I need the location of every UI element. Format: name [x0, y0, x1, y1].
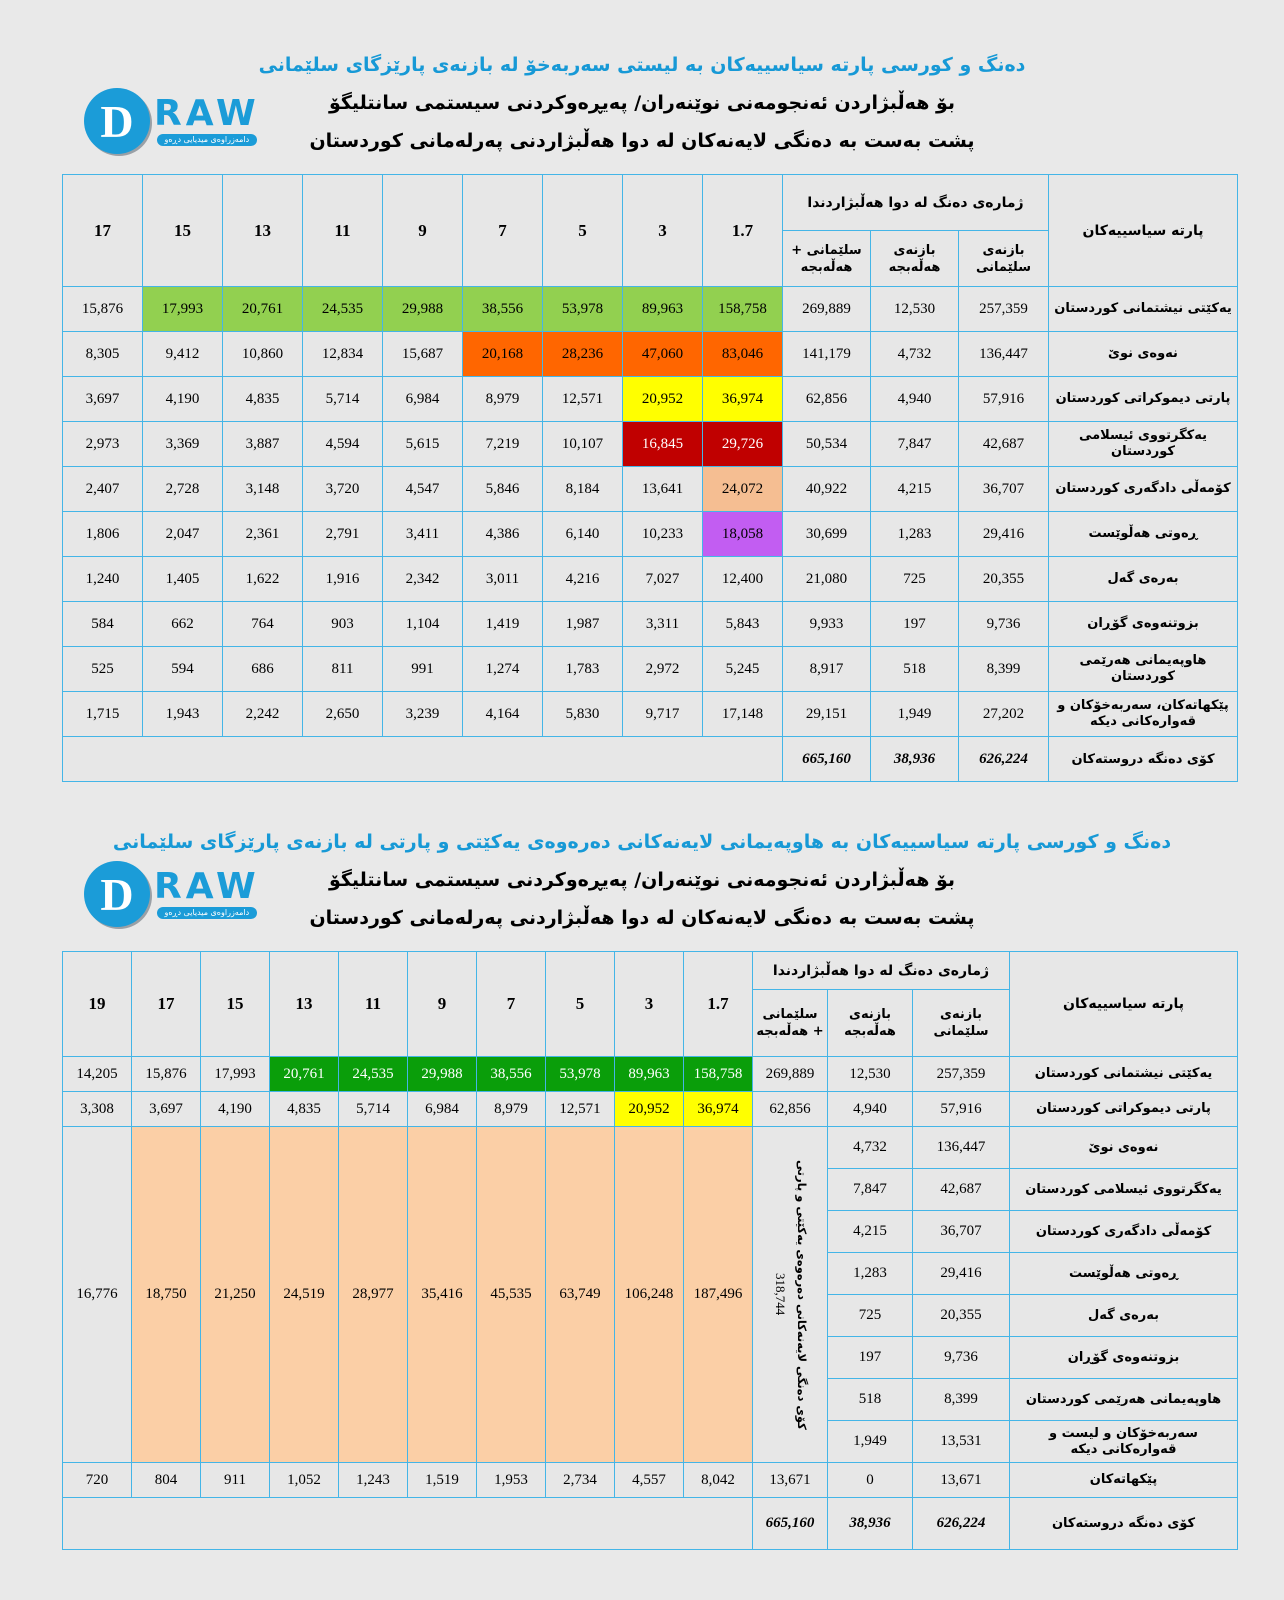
- seat-quotient-cell: 158,758: [703, 287, 783, 332]
- report-subtitle-2: پشت بەست بە دەنگی لایەنەکان لە دوا هەڵبژاردنی پەرلەمانی کوردستان: [309, 130, 975, 152]
- party-row: [63, 332, 1238, 377]
- party-name-cell: ڕەوتی هەڵوێست: [1049, 512, 1238, 557]
- suli-votes-cell: 136,447: [959, 332, 1049, 377]
- seat-quotient-cell: 584: [63, 602, 143, 647]
- seat-quotient-cell: 5,245: [703, 647, 783, 692]
- total-votes-cell: 8,917: [783, 647, 871, 692]
- merged-seat-quotient-cell: 18,750: [132, 1127, 201, 1463]
- suli-votes-cell: 29,416: [959, 512, 1049, 557]
- seat-quotient-cell: 1,519: [408, 1463, 477, 1498]
- section-independent-list: [0, 0, 1284, 791]
- seat-quotient-cell: 2,650: [303, 692, 383, 737]
- totals-halabja-cell: 38,936: [828, 1498, 913, 1550]
- seat-quotient-cell: 15,876: [63, 287, 143, 332]
- seat-quotient-cell: 8,979: [477, 1092, 546, 1127]
- party-name-cell: هاوپەیمانی هەرێمی کوردستان: [1049, 647, 1238, 692]
- seat-quotient-cell: 4,190: [143, 377, 223, 422]
- totals-suli-cell: 626,224: [913, 1498, 1010, 1550]
- seat-quotient-cell: 2,734: [546, 1463, 615, 1498]
- halabja-votes-cell: 7,847: [828, 1169, 913, 1211]
- suli-votes-cell: 257,359: [959, 287, 1049, 332]
- seat-quotient-cell: 6,984: [383, 377, 463, 422]
- seat-quotient-cell: 804: [132, 1463, 201, 1498]
- seat-quotient-cell: 12,571: [546, 1092, 615, 1127]
- merged-seat-quotient-cell: 28,977: [339, 1127, 408, 1463]
- seat-quotient-cell: 158,758: [684, 1057, 753, 1092]
- seat-quotient-cell: 36,974: [684, 1092, 753, 1127]
- seat-quotient-cell: 1,715: [63, 692, 143, 737]
- seat-count-header: 13: [223, 175, 303, 287]
- total-votes-cell: 40,922: [783, 467, 871, 512]
- total-votes-cell: 13,671: [753, 1463, 828, 1498]
- party-name-cell: سەربەخۆکان و لیست و قەوارەکانی دیکە: [1010, 1421, 1238, 1463]
- seat-quotient-cell: 7,219: [463, 422, 543, 467]
- seat-quotient-cell: 6,140: [543, 512, 623, 557]
- party-name-cell: پێکهاتەکان: [1010, 1463, 1238, 1498]
- seat-quotient-cell: 1,419: [463, 602, 543, 647]
- seat-quotient-cell: 1,987: [543, 602, 623, 647]
- seat-quotient-cell: 12,571: [543, 377, 623, 422]
- seat-quotient-cell: 6,984: [408, 1092, 477, 1127]
- seat-quotient-cell: 17,148: [703, 692, 783, 737]
- seat-quotient-cell: 9,717: [623, 692, 703, 737]
- suli-votes-cell: 42,687: [913, 1169, 1010, 1211]
- seat-quotient-cell: 720: [63, 1463, 132, 1498]
- seat-quotient-cell: 3,697: [132, 1092, 201, 1127]
- seat-quotient-cell: 5,843: [703, 602, 783, 647]
- outside-parties-total-value: 318,744: [773, 1273, 788, 1316]
- seat-quotient-cell: 4,557: [615, 1463, 684, 1498]
- total-votes-cell: 50,534: [783, 422, 871, 467]
- seat-quotient-cell: 29,726: [703, 422, 783, 467]
- party-name-cell: هاوپەیمانی هەرێمی کوردستان: [1010, 1379, 1238, 1421]
- seat-quotient-cell: 18,058: [703, 512, 783, 557]
- seat-quotient-cell: 4,190: [201, 1092, 270, 1127]
- seat-quotient-cell: 3,308: [63, 1092, 132, 1127]
- seat-quotient-cell: 5,714: [339, 1092, 408, 1127]
- seat-quotient-cell: 20,952: [623, 377, 703, 422]
- seat-count-header: 15: [201, 952, 270, 1057]
- halabja-votes-cell: 12,530: [871, 287, 959, 332]
- totals-label-cell: کۆی دەنگە دروستەکان: [1010, 1498, 1238, 1550]
- party-name-cell: پارتی دیموکراتی کوردستان: [1010, 1092, 1238, 1127]
- suli-votes-cell: 36,707: [913, 1211, 1010, 1253]
- party-row: [63, 1057, 1238, 1092]
- seat-quotient-cell: 53,978: [543, 287, 623, 332]
- seat-count-header: 7: [477, 952, 546, 1057]
- draw-logo-tagline: دامەزراوەی میدیایی دڕەو: [157, 907, 258, 919]
- seat-quotient-cell: 991: [383, 647, 463, 692]
- party-row: [63, 467, 1238, 512]
- halabja-votes-cell: 1,949: [871, 692, 959, 737]
- halabja-votes-cell: 1,283: [871, 512, 959, 557]
- seat-quotient-cell: 24,535: [339, 1057, 408, 1092]
- total-votes-cell: 21,080: [783, 557, 871, 602]
- totals-sum-cell: 665,160: [753, 1498, 828, 1550]
- seat-count-header: 19: [63, 952, 132, 1057]
- total-votes-cell: 29,151: [783, 692, 871, 737]
- party-name-cell: پارتی دیموکراتی کوردستان: [1049, 377, 1238, 422]
- seat-quotient-cell: 7,027: [623, 557, 703, 602]
- seat-quotient-cell: 24,072: [703, 467, 783, 512]
- seat-count-header: 9: [408, 952, 477, 1057]
- seat-quotient-cell: 8,184: [543, 467, 623, 512]
- seat-quotient-cell: 17,993: [143, 287, 223, 332]
- seat-quotient-cell: 17,993: [201, 1057, 270, 1092]
- draw-logo-mark: D: [84, 88, 150, 154]
- seat-quotient-cell: 89,963: [623, 287, 703, 332]
- seat-quotient-cell: 1,104: [383, 602, 463, 647]
- seat-quotient-cell: 83,046: [703, 332, 783, 377]
- halabja-votes-cell: 197: [871, 602, 959, 647]
- party-row: [63, 647, 1238, 692]
- seat-count-header: 17: [63, 175, 143, 287]
- report-subtitle-2: پشت بەست بە دەنگی لایەنەکان لە دوا هەڵبژاردنی پەرلەمانی کوردستان: [309, 907, 975, 929]
- seat-quotient-cell: 594: [143, 647, 223, 692]
- seat-quotient-cell: 2,361: [223, 512, 303, 557]
- halabja-votes-cell: 197: [828, 1337, 913, 1379]
- seat-quotient-cell: 3,369: [143, 422, 223, 467]
- party-name-cell: کۆمەڵی دادگەری کوردستان: [1010, 1211, 1238, 1253]
- total-votes-cell: 269,889: [753, 1057, 828, 1092]
- seat-quotient-cell: 1,622: [223, 557, 303, 602]
- seat-quotient-cell: 1,953: [477, 1463, 546, 1498]
- total-votes-cell: 141,179: [783, 332, 871, 377]
- party-name-cell: بەرەی گەل: [1010, 1295, 1238, 1337]
- suli-votes-cell: 13,671: [913, 1463, 1010, 1498]
- totals-halabja-cell: 38,936: [871, 737, 959, 782]
- seat-quotient-cell: 53,978: [546, 1057, 615, 1092]
- votes-table-independent: [0, 174, 1284, 782]
- halabja-votes-cell: 725: [871, 557, 959, 602]
- merged-seat-quotient-cell: 16,776: [63, 1127, 132, 1463]
- seat-count-header: 15: [143, 175, 223, 287]
- merged-seat-quotient-cell: 45,535: [477, 1127, 546, 1463]
- seat-quotient-cell: 5,615: [383, 422, 463, 467]
- party-name-cell: نەوەی نوێ: [1049, 332, 1238, 377]
- seat-quotient-cell: 4,594: [303, 422, 383, 467]
- suli-votes-cell: 13,531: [913, 1421, 1010, 1463]
- vote-subcolumn-header: بازنەی هەڵەبجە: [828, 990, 913, 1057]
- vote-subcolumn-header: بازنەی هەڵەبجە: [871, 231, 959, 287]
- halabja-votes-cell: 4,940: [828, 1092, 913, 1127]
- halabja-votes-cell: 12,530: [828, 1057, 913, 1092]
- party-name-cell: کۆمەڵی دادگەری کوردستان: [1049, 467, 1238, 512]
- seat-count-header: 1.7: [684, 952, 753, 1057]
- seat-quotient-cell: 3,697: [63, 377, 143, 422]
- suli-votes-cell: 57,916: [913, 1092, 1010, 1127]
- report-subtitle-1: بۆ هەڵبژاردن ئەنجومەنی نوێنەران/ پەیڕەوکردنی سیستمی سانتلیگۆ: [328, 92, 956, 114]
- party-name-cell: یەکگرتووی ئیسلامی کوردستان: [1010, 1169, 1238, 1211]
- seat-quotient-cell: 2,973: [63, 422, 143, 467]
- seat-quotient-cell: 20,761: [270, 1057, 339, 1092]
- seat-quotient-cell: 4,216: [543, 557, 623, 602]
- party-name-cell: بزوتنەوەی گۆڕان: [1049, 602, 1238, 647]
- seat-quotient-cell: 4,835: [223, 377, 303, 422]
- seat-quotient-cell: 15,687: [383, 332, 463, 377]
- seat-quotient-cell: 4,835: [270, 1092, 339, 1127]
- seat-quotient-cell: 525: [63, 647, 143, 692]
- draw-logo: [84, 88, 260, 154]
- draw-logo-text: [154, 93, 260, 146]
- seat-quotient-cell: 1,405: [143, 557, 223, 602]
- totals-sum-cell: 665,160: [783, 737, 871, 782]
- suli-votes-cell: 57,916: [959, 377, 1049, 422]
- seat-quotient-cell: 5,830: [543, 692, 623, 737]
- merged-seat-quotient-cell: 187,496: [684, 1127, 753, 1463]
- seat-quotient-cell: 1,783: [543, 647, 623, 692]
- seat-quotient-cell: 2,728: [143, 467, 223, 512]
- seat-count-header: 7: [463, 175, 543, 287]
- halabja-votes-cell: 4,732: [828, 1127, 913, 1169]
- halabja-votes-cell: 1,283: [828, 1253, 913, 1295]
- party-name-cell: یەکێتی نیشتمانی کوردستان: [1049, 287, 1238, 332]
- vote-subcolumn-header: سلێمانی + هەڵەبجە: [783, 231, 871, 287]
- halabja-votes-cell: 0: [828, 1463, 913, 1498]
- draw-logo-text: [154, 866, 260, 919]
- draw-logo-mark: D: [84, 861, 150, 927]
- seat-count-header: 3: [615, 952, 684, 1057]
- seat-count-header: 13: [270, 952, 339, 1057]
- party-name-cell: یەکگرتووی ئیسلامی کوردستان: [1049, 422, 1238, 467]
- seat-count-header: 11: [303, 175, 383, 287]
- party-name-cell: ڕەوتی هەڵوێست: [1010, 1253, 1238, 1295]
- suli-votes-cell: 27,202: [959, 692, 1049, 737]
- seat-quotient-cell: 10,233: [623, 512, 703, 557]
- seat-quotient-cell: 686: [223, 647, 303, 692]
- seat-quotient-cell: 2,047: [143, 512, 223, 557]
- halabja-votes-cell: 1,949: [828, 1421, 913, 1463]
- seat-quotient-cell: 4,164: [463, 692, 543, 737]
- suli-votes-cell: 8,399: [959, 647, 1049, 692]
- suli-votes-cell: 8,399: [913, 1379, 1010, 1421]
- seat-quotient-cell: 14,205: [63, 1057, 132, 1092]
- merged-seat-quotient-cell: 21,250: [201, 1127, 270, 1463]
- merged-seat-quotient-cell: 35,416: [408, 1127, 477, 1463]
- seat-quotient-cell: 29,988: [408, 1057, 477, 1092]
- seat-count-header: 5: [546, 952, 615, 1057]
- seat-quotient-cell: 15,876: [132, 1057, 201, 1092]
- seat-quotient-cell: 1,943: [143, 692, 223, 737]
- seat-quotient-cell: 2,342: [383, 557, 463, 602]
- seat-quotient-cell: 3,720: [303, 467, 383, 512]
- seat-quotient-cell: 662: [143, 602, 223, 647]
- seat-quotient-cell: 10,107: [543, 422, 623, 467]
- seat-quotient-cell: 5,846: [463, 467, 543, 512]
- votes-table: [62, 174, 1238, 782]
- total-votes-cell: 62,856: [753, 1092, 828, 1127]
- party-row: [63, 692, 1238, 737]
- seat-quotient-cell: 24,535: [303, 287, 383, 332]
- total-votes-cell: 62,856: [783, 377, 871, 422]
- seat-quotient-cell: 4,386: [463, 512, 543, 557]
- merged-seat-quotient-cell: 24,519: [270, 1127, 339, 1463]
- seat-quotient-cell: 38,556: [463, 287, 543, 332]
- party-name-cell: نەوەی نوێ: [1010, 1127, 1238, 1169]
- draw-logo-tagline: دامەزراوەی میدیایی دڕەو: [157, 134, 258, 146]
- seat-quotient-cell: 16,845: [623, 422, 703, 467]
- seat-quotient-cell: 20,168: [463, 332, 543, 377]
- total-votes-cell: 269,889: [783, 287, 871, 332]
- totals-blank-area: [63, 737, 783, 782]
- party-row: [63, 287, 1238, 332]
- draw-logo: [84, 861, 260, 927]
- report-title: دەنگ و کورسی پارتە سیاسییەکان بە هاوپەیمانی لایەنەکانی دەرەوەی یەکێتی و پارتی لە بازنەی پارێزگای سلێمانی: [112, 831, 1172, 853]
- seat-quotient-cell: 764: [223, 602, 303, 647]
- seat-quotient-cell: 8,042: [684, 1463, 753, 1498]
- halabja-votes-cell: 518: [828, 1379, 913, 1421]
- seat-quotient-cell: 9,412: [143, 332, 223, 377]
- seat-quotient-cell: 38,556: [477, 1057, 546, 1092]
- seat-quotient-cell: 3,148: [223, 467, 303, 512]
- party-row: [63, 1463, 1238, 1498]
- vote-subcolumn-header: بازنەی سلێمانی: [913, 990, 1010, 1057]
- merged-seat-quotient-cell: 63,749: [546, 1127, 615, 1463]
- party-name-cell: پێکهاتەکان، سەربەخۆکان و قەوارەکانی دیکە: [1049, 692, 1238, 737]
- votes-group-header: ژمارەی دەنگ لە دوا هەڵبژاردندا: [753, 952, 1010, 990]
- party-row: [63, 377, 1238, 422]
- vote-subcolumn-header: سلێمانی + هەڵەبجە: [753, 990, 828, 1057]
- seat-quotient-cell: 1,916: [303, 557, 383, 602]
- seat-quotient-cell: 3,887: [223, 422, 303, 467]
- votes-table-alliance: [0, 951, 1284, 1550]
- seat-quotient-cell: 2,791: [303, 512, 383, 557]
- party-row: [63, 512, 1238, 557]
- totals-label-cell: کۆی دەنگە دروستەکان: [1049, 737, 1238, 782]
- totals-row: [63, 1498, 1238, 1550]
- seat-quotient-cell: 47,060: [623, 332, 703, 377]
- seat-quotient-cell: 10,860: [223, 332, 303, 377]
- seat-quotient-cell: 89,963: [615, 1057, 684, 1092]
- halabja-votes-cell: 4,215: [828, 1211, 913, 1253]
- votes-group-header: ژمارەی دەنگ لە دوا هەڵبژاردندا: [783, 175, 1049, 231]
- party-name-cell: یەکێتی نیشتمانی کوردستان: [1010, 1057, 1238, 1092]
- totals-blank-area: [63, 1498, 753, 1550]
- seat-quotient-cell: 8,305: [63, 332, 143, 377]
- suli-votes-cell: 136,447: [913, 1127, 1010, 1169]
- seat-quotient-cell: 1,806: [63, 512, 143, 557]
- seat-quotient-cell: 1,243: [339, 1463, 408, 1498]
- draw-logo-raw: RAW: [154, 93, 260, 134]
- seat-quotient-cell: 1,274: [463, 647, 543, 692]
- seat-quotient-cell: 2,407: [63, 467, 143, 512]
- suli-votes-cell: 42,687: [959, 422, 1049, 467]
- halabja-votes-cell: 725: [828, 1295, 913, 1337]
- suli-votes-cell: 257,359: [913, 1057, 1010, 1092]
- seat-quotient-cell: 1,240: [63, 557, 143, 602]
- halabja-votes-cell: 4,732: [871, 332, 959, 377]
- seat-count-header: 5: [543, 175, 623, 287]
- seat-quotient-cell: 5,714: [303, 377, 383, 422]
- total-votes-cell: 30,699: [783, 512, 871, 557]
- outside-parties-total-label: کۆی دەنگی لایەنەکانی دەرەوەی یەکێتی و پارتی: [795, 1159, 809, 1430]
- suli-votes-cell: 20,355: [959, 557, 1049, 602]
- halabja-votes-cell: 4,215: [871, 467, 959, 512]
- seat-quotient-cell: 36,974: [703, 377, 783, 422]
- suli-votes-cell: 36,707: [959, 467, 1049, 512]
- seat-quotient-cell: 3,311: [623, 602, 703, 647]
- seat-quotient-cell: 20,761: [223, 287, 303, 332]
- seat-count-header: 3: [623, 175, 703, 287]
- votes-table: [62, 951, 1238, 1550]
- seat-quotient-cell: 4,547: [383, 467, 463, 512]
- report-subtitle-1: بۆ هەڵبژاردن ئەنجومەنی نوێنەران/ پەیڕەوکردنی سیستمی سانتلیگۆ: [328, 869, 956, 891]
- outside-parties-total-cell: [753, 1127, 828, 1463]
- merged-seat-quotient-cell: 106,248: [615, 1127, 684, 1463]
- seat-quotient-cell: 8,979: [463, 377, 543, 422]
- seat-quotient-cell: 12,834: [303, 332, 383, 377]
- suli-votes-cell: 9,736: [959, 602, 1049, 647]
- seat-quotient-cell: 12,400: [703, 557, 783, 602]
- seat-quotient-cell: 2,972: [623, 647, 703, 692]
- seat-quotient-cell: 2,242: [223, 692, 303, 737]
- halabja-votes-cell: 4,940: [871, 377, 959, 422]
- party-name-cell: بەرەی گەل: [1049, 557, 1238, 602]
- seat-quotient-cell: 29,988: [383, 287, 463, 332]
- party-row: [63, 602, 1238, 647]
- totals-suli-cell: 626,224: [959, 737, 1049, 782]
- party-row: [63, 557, 1238, 602]
- seat-quotient-cell: 911: [201, 1463, 270, 1498]
- seat-count-header: 17: [132, 952, 201, 1057]
- seat-count-header: 11: [339, 952, 408, 1057]
- totals-row: [63, 737, 1238, 782]
- suli-votes-cell: 20,355: [913, 1295, 1010, 1337]
- seat-quotient-cell: 3,011: [463, 557, 543, 602]
- section-alliance-list: [0, 791, 1284, 1600]
- party-row: [63, 1092, 1238, 1127]
- seat-quotient-cell: 3,239: [383, 692, 463, 737]
- party-name-cell: بزوتنەوەی گۆڕان: [1010, 1337, 1238, 1379]
- total-votes-cell: 9,933: [783, 602, 871, 647]
- seat-count-header: 9: [383, 175, 463, 287]
- seat-quotient-cell: 20,952: [615, 1092, 684, 1127]
- seat-quotient-cell: 28,236: [543, 332, 623, 377]
- seat-quotient-cell: 903: [303, 602, 383, 647]
- seat-quotient-cell: 3,411: [383, 512, 463, 557]
- seat-quotient-cell: 13,641: [623, 467, 703, 512]
- suli-votes-cell: 29,416: [913, 1253, 1010, 1295]
- suli-votes-cell: 9,736: [913, 1337, 1010, 1379]
- report-title: دەنگ و کورسی پارتە سیاسییەکان بە لیستی سەربەخۆ لە بازنەی پارێزگای سلێمانی: [258, 54, 1026, 76]
- draw-logo-raw: RAW: [154, 866, 260, 907]
- seat-count-header: 1.7: [703, 175, 783, 287]
- party-row: [63, 1127, 1238, 1169]
- halabja-votes-cell: 518: [871, 647, 959, 692]
- halabja-votes-cell: 7,847: [871, 422, 959, 467]
- seat-quotient-cell: 1,052: [270, 1463, 339, 1498]
- seat-quotient-cell: 811: [303, 647, 383, 692]
- party-row: [63, 422, 1238, 467]
- outside-parties-total-wrap: [756, 1160, 824, 1430]
- party-column-header: پارتە سیاسییەکان: [1010, 952, 1238, 1057]
- vote-subcolumn-header: بازنەی سلێمانی: [959, 231, 1049, 287]
- party-column-header: پارتە سیاسییەکان: [1049, 175, 1238, 287]
